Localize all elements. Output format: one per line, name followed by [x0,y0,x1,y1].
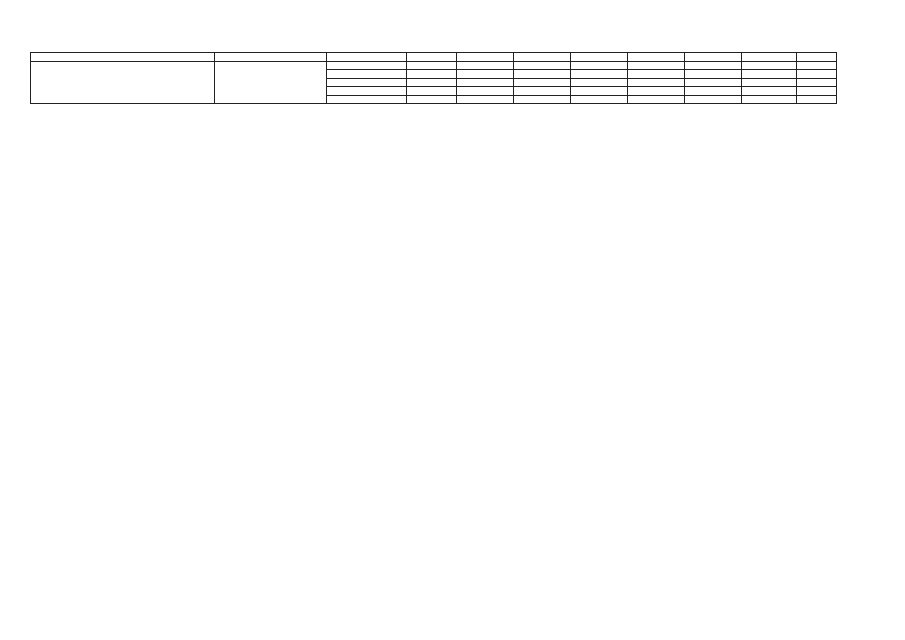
empty-cell [797,78,837,87]
empty-cell [797,61,837,70]
amount-cell [571,70,628,79]
amount-cell [742,70,797,79]
amount-cell [685,78,742,87]
amount-cell [685,95,742,104]
empty-cell [797,70,837,79]
amount-cell [685,87,742,96]
table-body [31,53,837,104]
amount-cell [407,87,457,96]
amount-cell [457,78,514,87]
empty-cell [685,53,742,62]
activity-description [31,61,215,104]
funding-source [327,78,407,87]
amount-cell [457,95,514,104]
amount-cell [571,78,628,87]
amount-cell [571,87,628,96]
empty-cell [215,53,327,62]
empty-cell [571,53,628,62]
amount-cell [407,61,457,70]
amount-cell [628,70,685,79]
empty-cell [31,53,215,62]
funding-source [327,95,407,104]
table-row [31,61,837,70]
amount-cell [571,61,628,70]
amount-cell [742,87,797,96]
funding-source [327,61,407,70]
amount-cell [742,78,797,87]
amount-cell [514,70,571,79]
amount-cell [514,87,571,96]
amount-cell [514,61,571,70]
empty-cell [457,53,514,62]
spacer-row [31,53,837,62]
amount-cell [457,70,514,79]
empty-cell [797,53,837,62]
amount-cell [628,78,685,87]
amount-cell [407,78,457,87]
amount-cell [628,61,685,70]
empty-cell [514,53,571,62]
amount-cell [742,61,797,70]
amount-cell [457,61,514,70]
amount-cell [407,95,457,104]
responsible-organization [215,61,327,104]
budget-table [30,52,837,104]
empty-cell [407,53,457,62]
amount-cell [628,87,685,96]
empty-cell [628,53,685,62]
amount-cell [514,78,571,87]
amount-cell [407,70,457,79]
amount-cell [628,95,685,104]
empty-cell [327,53,407,62]
amount-cell [742,95,797,104]
funding-source [327,70,407,79]
empty-cell [742,53,797,62]
amount-cell [571,95,628,104]
amount-cell [685,70,742,79]
amount-cell [457,87,514,96]
funding-source [327,87,407,96]
amount-cell [685,61,742,70]
amount-cell [514,95,571,104]
empty-cell [797,87,837,96]
empty-cell [797,95,837,104]
